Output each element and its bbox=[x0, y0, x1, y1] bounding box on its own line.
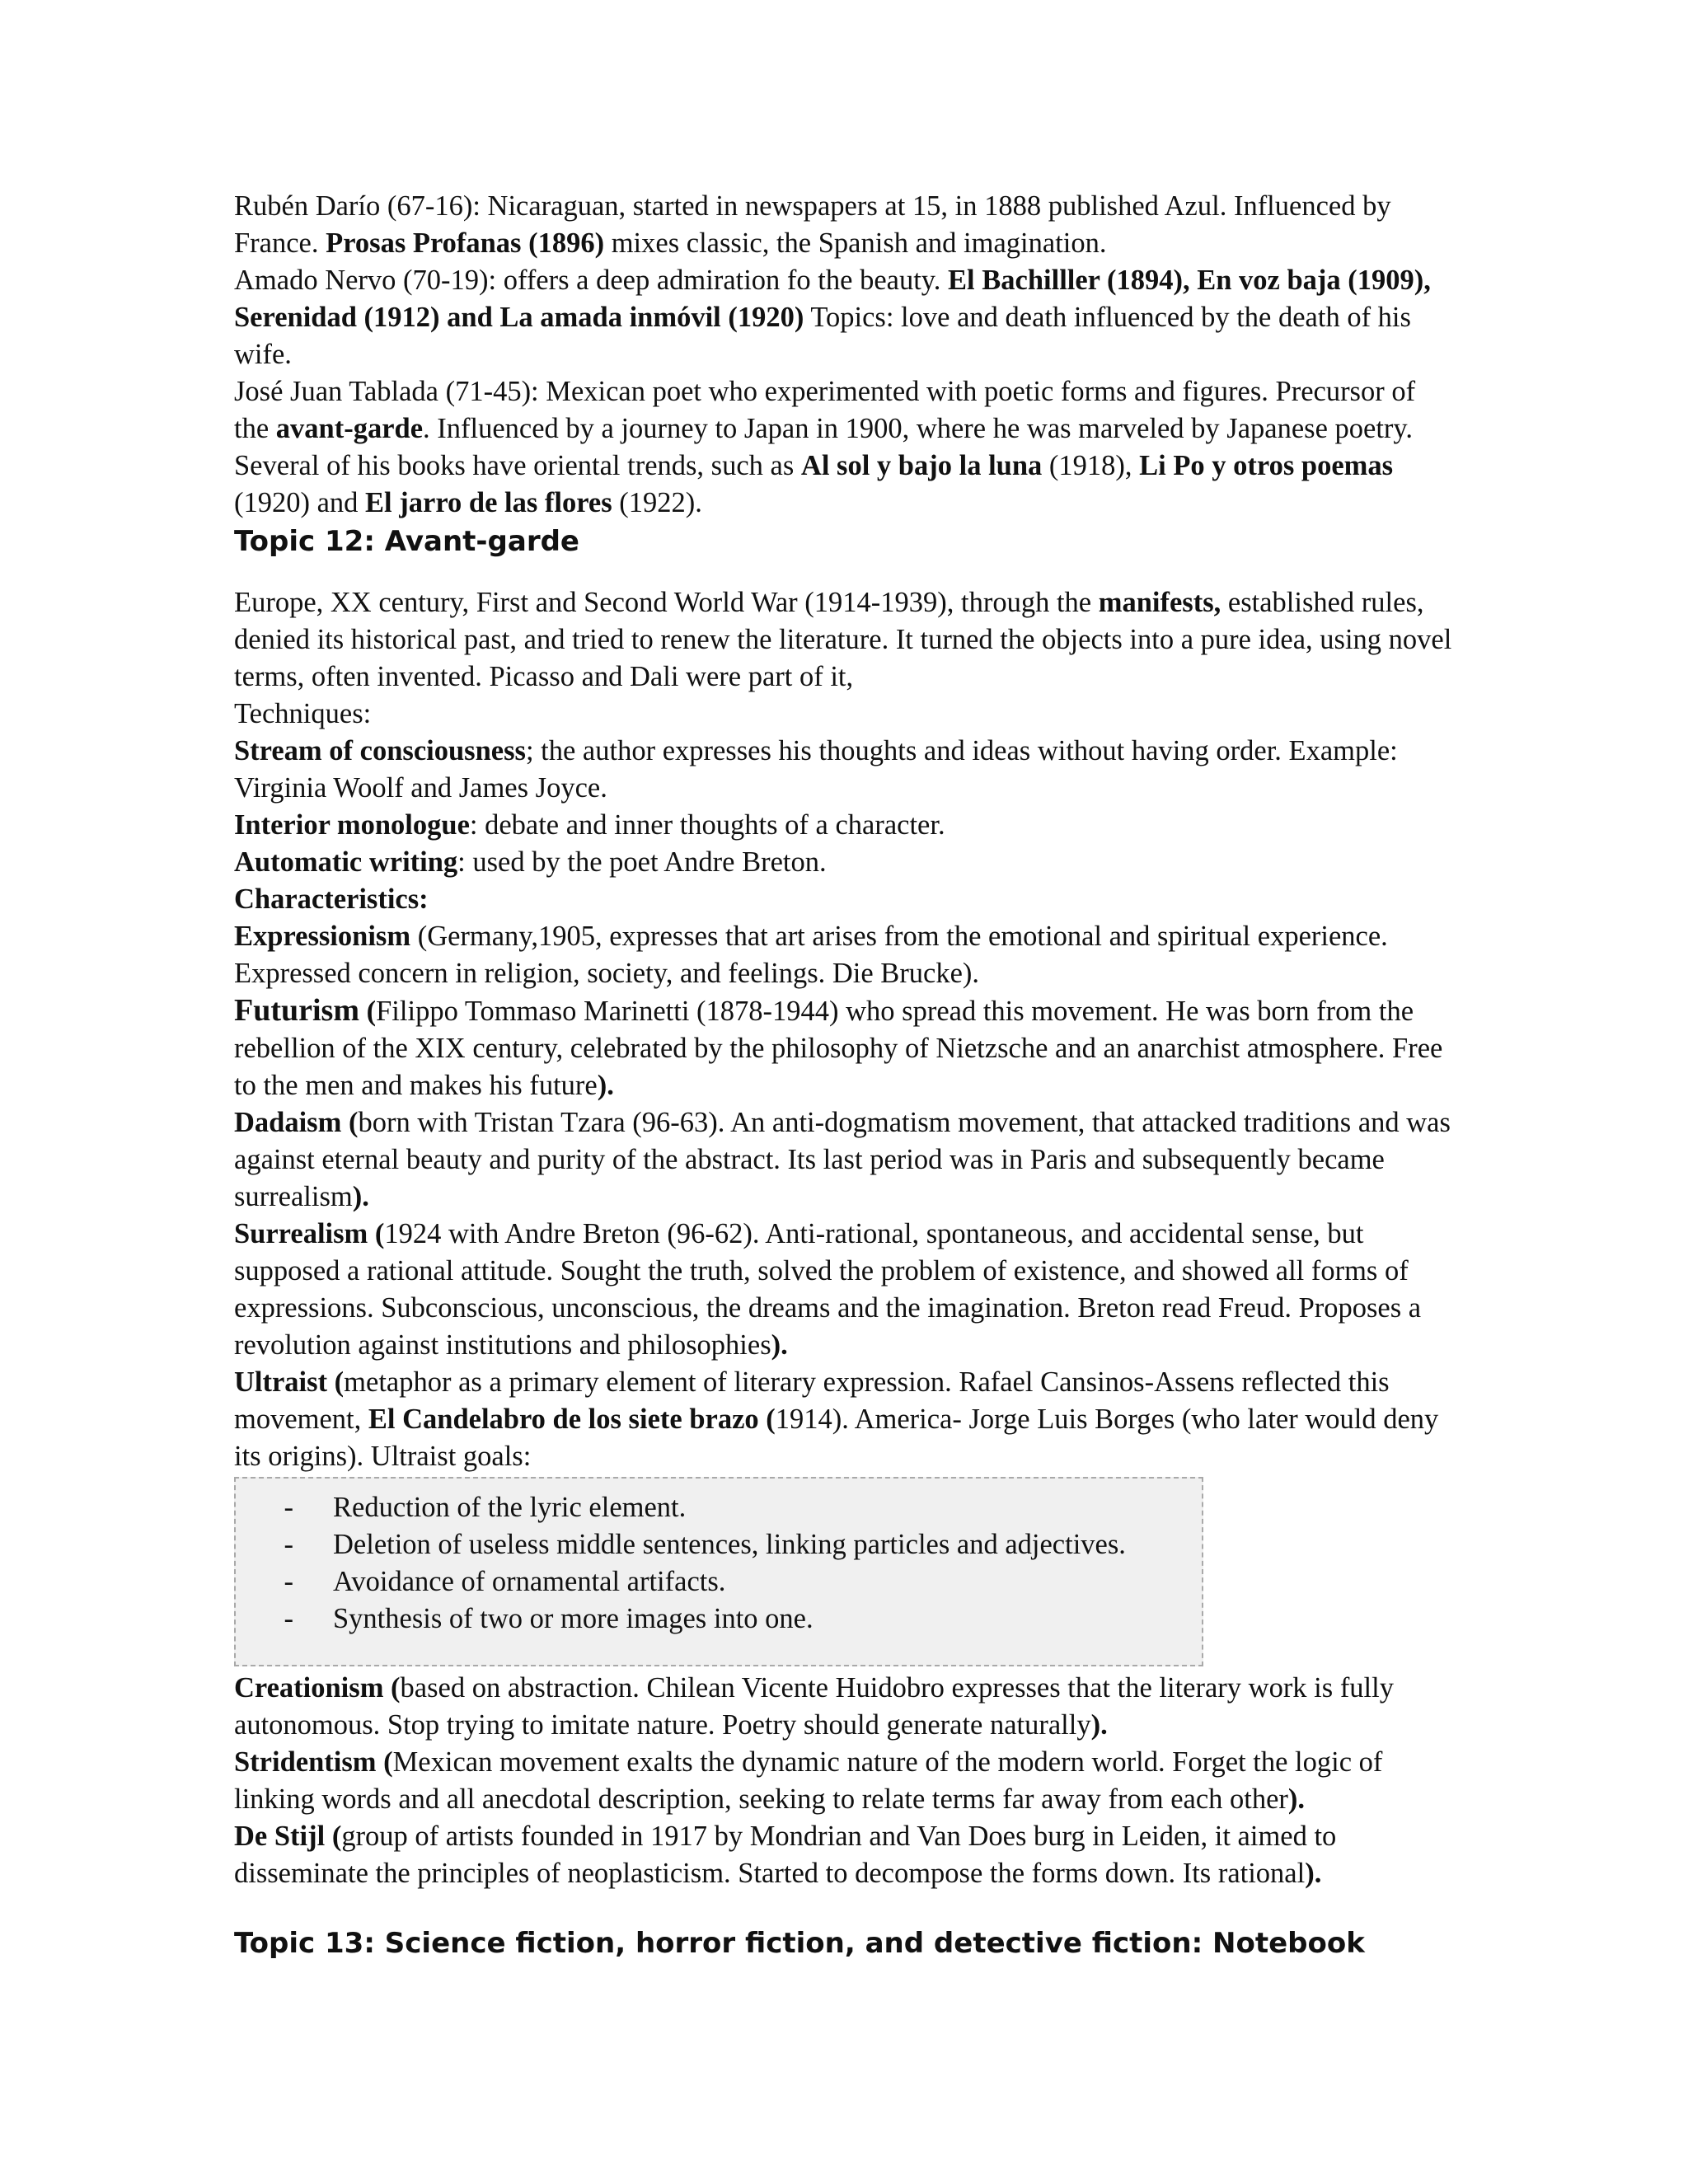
paragraph-dadaism bbox=[234, 1104, 1454, 1216]
text: Topics: love and death influenced by the death of his wife. bbox=[234, 302, 1411, 370]
bold-paren: ). bbox=[1305, 1858, 1322, 1889]
dash-bullet: - bbox=[284, 1603, 293, 1634]
text: born with Tristan Tzara (96-63). An anti-dogmatism movement, that attacked traditions and was against eternal beauty and purity of the abstract. Its last period was in Paris and subsequently became surrealism bbox=[234, 1107, 1451, 1212]
bold-paren: ). bbox=[1287, 1783, 1306, 1815]
paragraph-de-stijl bbox=[234, 1818, 1454, 1892]
topic-12-heading: Topic 12: Avant-garde bbox=[234, 525, 579, 558]
bold-paren: ( bbox=[359, 996, 377, 1027]
bold-term: Characteristics: bbox=[234, 883, 429, 915]
paragraph-creationism bbox=[234, 1670, 1454, 1744]
bold-term: manifests, bbox=[1098, 587, 1221, 618]
text: ; the author expresses his thoughts and ideas without having order. Example: Virginia Woolf and James Joyce. bbox=[234, 735, 1398, 804]
text: 1924 with Andre Breton (96-62). Anti-rational, spontaneous, and accidental sense, but supposed a rational attitude. Sought the truth, solved the problem of existence, and showed all forms of expressions. Subconscious, unconscious, the dreams and the imagination. Breton read Freud. Proposes a revolution against institutions and philosophies bbox=[234, 1218, 1422, 1361]
list-item-text: Avoidance of ornamental artifacts. bbox=[333, 1566, 726, 1597]
bold-term: Stridentism ( bbox=[234, 1746, 393, 1778]
bold-paren: ). bbox=[771, 1329, 788, 1361]
text: José Juan Tablada (71-45): Mexican poet who experimented with poetic forms and figures. Precursor of the bbox=[234, 376, 1416, 444]
bold-paren: ). bbox=[352, 1181, 369, 1212]
list-item bbox=[236, 1526, 1202, 1563]
bold-term: Creationism ( bbox=[234, 1672, 401, 1704]
paragraph-amado-nervo bbox=[234, 262, 1454, 373]
text: : used by the poet Andre Breton. bbox=[457, 846, 827, 878]
bold-term: Ultraist ( bbox=[234, 1366, 345, 1398]
text: group of artists founded in 1917 by Mondrian and Van Does burg in Leiden, it aimed to disseminate the principles of neoplasticism. Started to decompose the forms down. Its rational bbox=[234, 1821, 1337, 1889]
paragraph-ruben-dario bbox=[234, 188, 1454, 262]
text: metaphor as a primary element of literary expression. Rafael Cansinos-Assens reflected this movement, bbox=[234, 1366, 1390, 1435]
topic-13-heading: Topic 13: Science fiction, horror fiction, and detective fiction: Notebook bbox=[234, 1927, 1365, 1960]
paragraph-europe bbox=[234, 584, 1454, 696]
bold-title: El Bachilller (1894), En voz baja (1909), Serenidad (1912) and La amada inmóvil (1920) bbox=[234, 265, 1431, 333]
text: established rules, denied its historical past, and tried to renew the literature. It turned the objects into a pure idea, using novel terms, often invented. Picasso and Dali were part of it, bbox=[234, 587, 1452, 692]
bold-term: Dadaism ( bbox=[234, 1107, 359, 1138]
text: Filippo Tommaso Marinetti (1878-1944) who spread this movement. He was born from the rebellion of the XIX century, celebrated by the philosophy of Nietzsche and an anarchist atmosphere. Free to the men and makes his future bbox=[234, 996, 1443, 1101]
text: Europe, XX century, First and Second World War (1914-1939), through the bbox=[234, 587, 1099, 618]
bold-title: Al sol y bajo la luna bbox=[800, 450, 1043, 481]
text: mixes classic, the Spanish and imagination. bbox=[604, 227, 1107, 259]
list-item-text: Deletion of useless middle sentences, linking particles and adjectives. bbox=[333, 1529, 1126, 1560]
bold-term: De Stijl ( bbox=[234, 1821, 342, 1852]
text: . Influenced by a journey to Japan in 1900, where he was marveled by Japanese poetry. Several of his books have oriental trends, such as bbox=[234, 413, 1414, 481]
text: (Germany,1905, expresses that art arises from the emotional and spiritual experience. Expressed concern in religion, society, and feelings. Die Brucke). bbox=[234, 921, 1388, 989]
bold-term: Expressionism bbox=[234, 921, 411, 952]
paragraph-stream bbox=[234, 733, 1454, 807]
bold-term: Interior monologue bbox=[234, 809, 470, 841]
text: Mexican movement exalts the dynamic nature of the modern world. Forget the logic of linking words and all anecdotal description, seeking to relate terms far away from each other bbox=[234, 1746, 1383, 1815]
techniques-label: Techniques: bbox=[234, 698, 372, 729]
paragraph-futurism bbox=[234, 992, 1454, 1104]
bold-title: Prosas Profanas (1896) bbox=[326, 227, 605, 259]
text: Rubén Darío (67-16): Nicaraguan, started in newspapers at 15, in 1888 published Azul. Influenced by France. bbox=[234, 190, 1391, 259]
bold-term: Futurism bbox=[234, 993, 359, 1028]
bold-title: Li Po y otros poemas bbox=[1139, 450, 1394, 481]
bold-paren: ). bbox=[1090, 1709, 1108, 1741]
bold-title: El Candelabro de los siete brazo ( bbox=[368, 1404, 776, 1435]
bold-term: avant-garde bbox=[275, 413, 424, 444]
dash-bullet: - bbox=[284, 1566, 293, 1597]
paragraph-ultraist bbox=[234, 1364, 1454, 1475]
text: 1914). America- Jorge Luis Borges (who later would deny its origins). Ultraist goals: bbox=[234, 1404, 1439, 1472]
characteristics-label bbox=[234, 881, 1454, 918]
list-item-text: Synthesis of two or more images into one. bbox=[333, 1603, 814, 1634]
paragraph-surrealism bbox=[234, 1216, 1454, 1364]
paragraph-expressionism bbox=[234, 918, 1454, 992]
dash-bullet: - bbox=[284, 1492, 293, 1523]
paragraph-tablada bbox=[234, 373, 1454, 522]
bold-term: Surrealism ( bbox=[234, 1218, 385, 1249]
paragraph-automatic bbox=[234, 844, 1454, 881]
bold-term: Stream of consciousness bbox=[234, 735, 526, 766]
text: based on abstraction. Chilean Vicente Huidobro expresses that the literary work is fully autonomous. Stop trying to imitate nature. Poetry should generate naturally bbox=[234, 1672, 1394, 1741]
text: (1920) and bbox=[234, 487, 366, 518]
paragraph-stridentism bbox=[234, 1744, 1454, 1818]
text: (1922). bbox=[612, 487, 702, 518]
list-item-text: Reduction of the lyric element. bbox=[333, 1492, 687, 1523]
text: Amado Nervo (70-19): offers a deep admiration fo the beauty. bbox=[234, 265, 949, 296]
list-item bbox=[236, 1563, 1202, 1601]
text: (1918), bbox=[1042, 450, 1140, 481]
bold-term: Automatic writing bbox=[234, 846, 458, 878]
bold-paren: ). bbox=[597, 1070, 614, 1101]
list-item bbox=[236, 1601, 1202, 1638]
list-item bbox=[236, 1489, 1202, 1526]
bold-title: El jarro de las flores bbox=[365, 487, 612, 518]
text: : debate and inner thoughts of a character. bbox=[469, 809, 945, 841]
dash-bullet: - bbox=[284, 1529, 293, 1560]
paragraph-interior bbox=[234, 807, 1454, 844]
ultraist-goals-box bbox=[234, 1477, 1203, 1666]
document-page bbox=[234, 188, 1454, 1963]
